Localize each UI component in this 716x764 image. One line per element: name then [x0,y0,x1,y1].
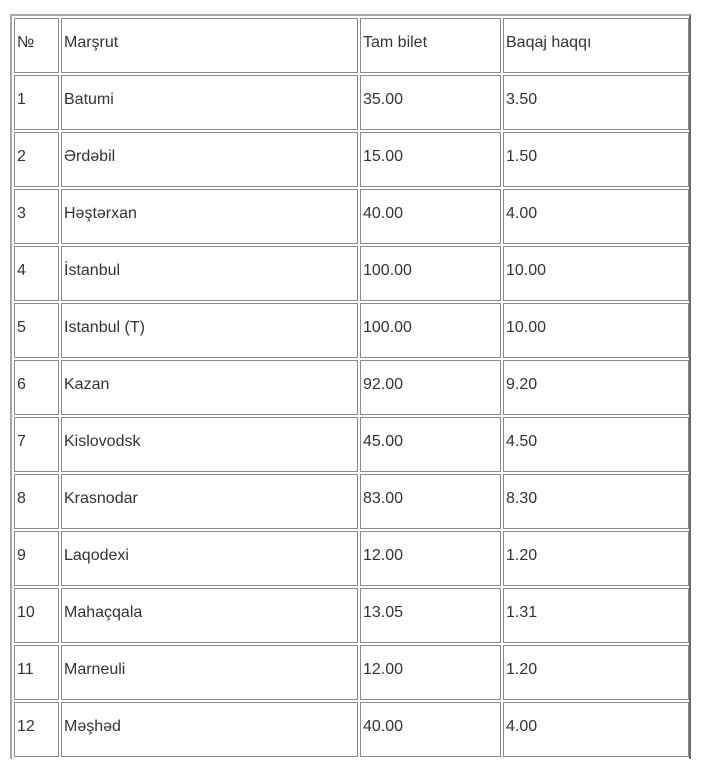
table-row [14,246,689,301]
cell-full-ticket: 100.00 [360,246,501,301]
cell-baggage-fee: 1.20 [503,531,689,586]
cell-route: Mahaçqala [61,588,358,643]
table-row [14,303,689,358]
cell-no: 11 [14,645,59,700]
fare-table-container [10,14,691,759]
cell-full-ticket: 40.00 [360,189,501,244]
cell-full-ticket: 12.00 [360,645,501,700]
cell-no: 3 [14,189,59,244]
cell-full-ticket: 35.00 [360,75,501,130]
cell-no: 9 [14,531,59,586]
table-row [14,132,689,187]
cell-no: 7 [14,417,59,472]
table-row [14,360,689,415]
cell-no: 4 [14,246,59,301]
cell-route: İstanbul [61,246,358,301]
cell-full-ticket: 100.00 [360,303,501,358]
header-baggage-fee: Baqaj haqqı [503,18,689,73]
cell-full-ticket: 15.00 [360,132,501,187]
table-row [14,417,689,472]
cell-no: 1 [14,75,59,130]
cell-full-ticket: 92.00 [360,360,501,415]
cell-route: Krasnodar [61,474,358,529]
cell-route: Kazan [61,360,358,415]
cell-baggage-fee: 1.20 [503,645,689,700]
cell-no: 12 [14,702,59,757]
cell-baggage-fee: 4.00 [503,702,689,757]
table-row [14,189,689,244]
cell-full-ticket: 40.00 [360,702,501,757]
table-row [14,702,689,757]
cell-baggage-fee: 4.00 [503,189,689,244]
table-row [14,588,689,643]
table-row [14,75,689,130]
cell-no: 2 [14,132,59,187]
cell-route: Kislovodsk [61,417,358,472]
table-row [14,645,689,700]
cell-baggage-fee: 8.30 [503,474,689,529]
cell-route: Həştərxan [61,189,358,244]
cell-baggage-fee: 1.31 [503,588,689,643]
cell-baggage-fee: 9.20 [503,360,689,415]
cell-no: 5 [14,303,59,358]
cell-baggage-fee: 1.50 [503,132,689,187]
cell-no: 8 [14,474,59,529]
table-row [14,474,689,529]
cell-route: Məşhəd [61,702,358,757]
cell-full-ticket: 45.00 [360,417,501,472]
cell-baggage-fee: 10.00 [503,303,689,358]
header-no: № [14,18,59,73]
header-route: Marşrut [61,18,358,73]
cell-route: Batumi [61,75,358,130]
cell-no: 10 [14,588,59,643]
cell-baggage-fee: 3.50 [503,75,689,130]
cell-no: 6 [14,360,59,415]
cell-baggage-fee: 4.50 [503,417,689,472]
cell-full-ticket: 12.00 [360,531,501,586]
header-full-ticket: Tam bilet [360,18,501,73]
cell-route: Ərdəbil [61,132,358,187]
cell-baggage-fee: 10.00 [503,246,689,301]
cell-full-ticket: 83.00 [360,474,501,529]
table-header-row [14,18,689,73]
fare-table [12,16,691,759]
table-row [14,531,689,586]
cell-route: Marneuli [61,645,358,700]
cell-route: Laqodexi [61,531,358,586]
cell-full-ticket: 13.05 [360,588,501,643]
cell-route: Istanbul (T) [61,303,358,358]
